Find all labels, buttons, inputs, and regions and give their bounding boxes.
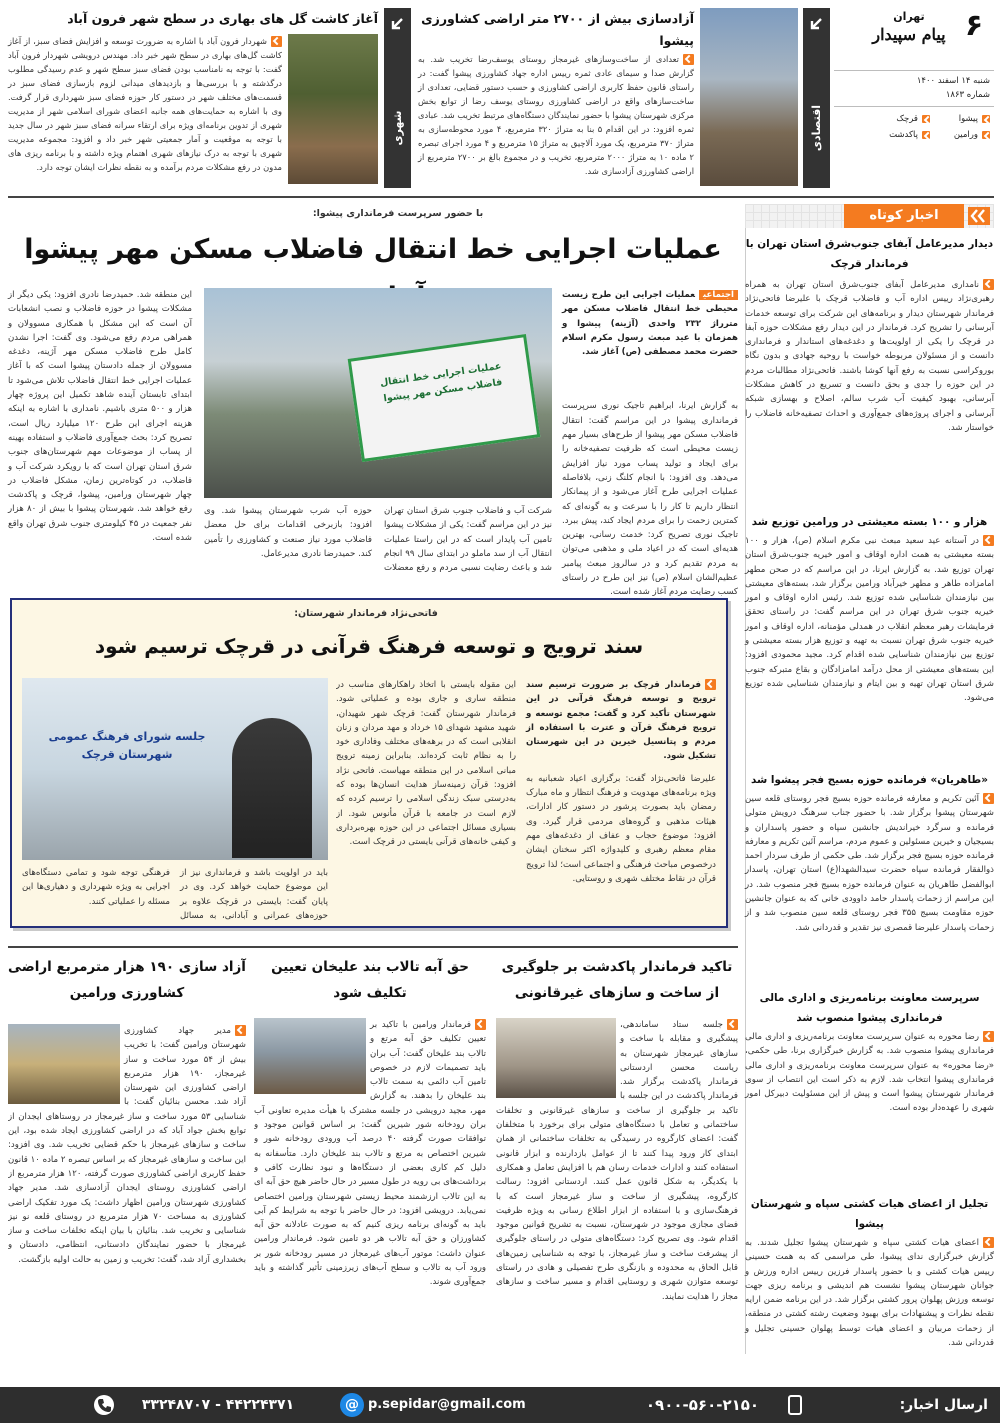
main-story-kicker: با حضور سرپرست فرمانداری پیشوا: [312, 208, 484, 219]
boxed-story-photo [22, 678, 328, 860]
bullet-icon [983, 793, 994, 804]
city-item: ورامین [935, 128, 990, 142]
city-list [870, 112, 990, 152]
issue-line: شماره ۱۸۶۳ [945, 90, 990, 100]
double-chevron-icon [968, 207, 990, 225]
page-number: ۶ [964, 8, 984, 43]
arrow-down-left-icon [390, 16, 404, 30]
brief-item [745, 770, 994, 935]
logo-main: پیام سپیدار [872, 25, 946, 44]
bullet-icon [983, 1031, 994, 1042]
masthead [834, 8, 994, 188]
footer-bar [0, 1387, 1000, 1423]
bottom-story [496, 954, 738, 1354]
section-tab-economic [803, 8, 830, 188]
footer-email[interactable]: p.sepidar@gmail.com [368, 1397, 526, 1412]
footer-label: ارسال اخبار: [899, 1397, 988, 1413]
main-story [8, 204, 738, 598]
brief-title: دیدار مدیرعامل آبفای جنوب‌شرق استان تهران با فرماندار قرچک [745, 238, 994, 270]
city-item: قرچک [875, 112, 930, 126]
logo [864, 10, 954, 68]
brief-body: نامداری مدیرعامل آبفای جنوب‌شرق استان تهران به همراه رهبری‌نژاد رییس اداره آب و فاضلاب قرچک با علیرضا فاتحی‌نژاد فرماندار شهرستان دیدار و برنامه‌های این شرکت برای توسعه خدمات آبرسانی را تشریح کرد. فرماندار در این دیدار رفع مشکلات حوزه آبفا در قرچک را یکی از اولویت‌ها و دغدغه‌های استاندار و فرمانداری دانست و از مسئولان مربوطه خواست با روحیه جهادی و بدون نگاه بوروکراسی نسبت به رفع آنها کوشا باشند. فاتحی‌نژاد مطالبات مردم در این حوزه را جدی و بحق دانست و تسریع در کاهش مشکلات آبرسانی، بهبود کیفیت آب شرب سالم، اصلاح و بهسازی شبکه آبرسانی و اجرای پروژه‌های جمع‌آوری و احداث تصفیه‌خانه فاضلاب را خواستار شد. [745, 280, 994, 433]
brief-body: در آستانه عید سعید مبعث نبی مکرم اسلام (ص)، هزار و ۱۰۰ بسته معیشتی به همت اداره اوقاف و امور خیریه جنوب‌شرق استان تهران توزیع شد. به گزارش ایرنا، در این مراسم که در صحن مطهر امامزاده طاهر و مطهر خیرآباد ورامین برگزار شد، بسته‌های معیشتی بین نیازمندان شناسایی شده توزیع شد. رئیس اداره اوقاف و امور خیریه جنوب شرق تهران در این مراسم گفت: در راستای تحقق فرمایشات رهبر معظم انقلاب در همدلی مؤمنانه، اداره اوقاف و امور خیریه جنوب شرق تهران نسبت به تهیه و توزیع هزار بسته معیشتی و توزیع بین نیازمندان شناسایی شده اقدام کرد. مجید محمودی افزود: این بسته‌های معیشتی از محل درآمد امامزادگان و بقاع متبرکه جنوب شرق استان تهران تهیه و بین ایتام و نیازمندان شناسایی شده توزیع می‌شود. [745, 536, 994, 704]
bullet-icon [983, 279, 994, 290]
bullet-icon [235, 1025, 246, 1036]
boxed-story-kicker: فاتحی‌نژاد فرماندار شهرستان: [294, 608, 438, 619]
bullet-icon [983, 1237, 994, 1248]
main-story-photo [204, 288, 552, 498]
arrow-down-left-icon [809, 16, 823, 30]
top-story-1-title: آزادسازی بیش از ۲۷۰۰ متر اراضی کشاورزی پیشوا [421, 11, 694, 48]
boxed-story [10, 598, 728, 928]
top-story-1-body: تعدادی از ساخت‌وسازهای غیرمجاز روستای یوسف‌رضا تخریب شد. به گزارش صدا و سیمای عادی ثمره رییس اداره جهاد کشاورزی پیشوا گفت: در راستای قانون حفظ کاربری اراضی کشاورزی و حسب دستور قضایی، تعدادی از ساخت‌سازهای واقع در اراضی کشاورزی روستای یوسف رضا از توابع بخش مرکزی شهرستان پیشوا با حضور نمایندگان دستگاه‌های مرتبط تخریب شد. عبادی ثمره افزود: در این اقدام ۵ بنا به متراژ ۳۲۰ مترمربع، ۴ مورد محوطه‌سازی به متراژ ۳۷۰ مترمربع، یک مورد آلاچیق به متراژ ۱۵ مترمربع و ۴ مورد اجرای تبصره ۲ ماده ۱۰ به متراژ ۲۰۰۰ مترمربع، تخریب و در مجموع بالغ بر ۲۷۰۰ مترمربع از اراضی کشاورزی آزادسازی شد. [417, 54, 694, 176]
brief-body: اعضای هیات کشتی سپاه و شهرستان پیشوا تجلیل شدند. به گزارش خبرگزاری ندای پیشوا، طی مراسمی که به همت حسینی رییس هیات کشتی و با حضور پاسدار فرزین رییس اداره ورزش و جوانان شهرستان پیشوا نشست هم اندیشی و برنامه ریزی جهت توسعه ورزش پهلوان پرور کشتی برگزار شد. در این برنامه ضمن ارایه نقطه نظرات و پیشنهادات برای بهبود وضعیت رشته کشتی در منطقه، از زحمات مربیان و اعضای هیات توسط پهلوان حسینی تجلیل و قدردانی شد. [745, 1238, 994, 1349]
brief-title: تجلیل از اعضای هیات کشتی سپاه و شهرستان پیشوا [750, 1198, 989, 1230]
brief-title: «طاهریان» فرمانده حوزه بسیج فجر پیشوا شد [751, 774, 988, 786]
email-icon: @ [340, 1393, 364, 1417]
boxed-story-col-middle: این مقوله بایستی با اتخاذ راهکارهای مناسب در منطقه ساری و جاری بوده و عملیاتی شود. فرماندار شهرستان گفت: قرچک شهر شهیدان، شهید مشهد شهدای ۱۵ خرداد و مهد مردان و زنان انقلابی است که در برهه‌های مختلف وفاداری خود را به نظام ثابت کرده‌اند. بنابراین زمینه ترویج مبانی اسلامی در این منطقه مهیاست. فاتحی نژاد افزود: قرآن زمینه‌ساز هدایت انسان‌ها بوده که به‌درستی سبک زندگی اسلامی را ترسیم کرده که لازم است در جامعه با قرآن مأنوس شود. از بسیاری مسائل اجتماعی در این حوزه بهره‌برداری و کیفی خانه‌های قرآنی بایستی در قرچک است. [336, 680, 516, 848]
bullet-icon [683, 54, 694, 65]
brief-item [745, 988, 994, 1116]
brief-item [745, 512, 994, 706]
section-label-urban: شهری [391, 110, 404, 146]
section-tag: اجتماعی [699, 290, 738, 300]
top-story-1-photo [700, 8, 798, 186]
city-item: پیشوا [935, 112, 990, 126]
bottom-story-title: آزاد سازی ۱۹۰ هزار مترمربع اراضی کشاورزی ورامین [8, 959, 246, 1001]
main-story-title: عملیات اجرایی خط انتقال فاضلاب مسکن مهر پیشوا [24, 234, 722, 265]
main-story-col-middle: شرکت آب و فاضلاب جنوب شرق استان تهران نیز در این مراسم گفت: یکی از مشکلات پیشوا تامین آب پایدار است که در این راستا عملیات انتقال آب از سد ماملو در ابتدای سال ۹۹ انجام شد و باعث رضایت نسبی مردم و رفع معضلات حوزه آب شرب شهرستان پیشوا شد. وی افزود: بازبرخی اقدامات برای حل معضل فاضلاب مورد نیاز صنعت و کشاورزی را تأمین کند. حمیدرضا نادری مدیرعامل. [204, 506, 553, 574]
brief-item [745, 234, 994, 435]
date-line: شنبه ۱۴ اسفند ۱۴۰۰ [916, 76, 990, 86]
bottom-story [8, 954, 246, 1354]
top-story-2-body: شهردار فرون آباد با اشاره به ضرورت توسعه و افزایش فضای سبز، از آغاز کاشت گل‌های بهاری در سطح شهر خبر داد. مهندس درویشی شهردار فرون آباد گفت: با توجه به نامناسب بودن فضای سبز سطح شهر و عدم رسیدگی مطلوب درگذشته و با بررسی‌ها و بازدیدهای میدانی لزوم بازسازی فضای سبز در قسمت‌های مختلف شهر در دستور کار حوزه فضای سبز شهرداری قرار گرفت. وی با اشاره به حمایت‌های همه جانبه اعضای شورای اسلامی شهر از مدیریت شهری از تدوین برنامه‌ای ویژه برای ارتقاء سرانه فضای سبز شهر در سال جدید با توجه به موقعیت و آمار جمعیتی شهر خبر داد و افزود: مجموعه مدیریت شهری با توجه به درک نیازهای شهری اهتمام ویژه داشته و با برنامه ریزی های مدون در رفع مشکلات مردم برآمده و به نقطه نظرات ایشان توجه دارد. [8, 36, 282, 172]
main-story-col-right: به گزارش ایرنا، ابراهیم تاجیک نوری سرپرست فرمانداری پیشوا در این مراسم گفت: انتقال فاضلاب مسکن مهر پیشوا از طرح‌های بسیار مهم زیست محیطی است که ظرفیت تصفیه‌خانه را برای ایجاد و تولید پساب مورد نیاز افزایش می‌دهد. وی افزود: با انجام کلنگ زنی، بلافاصله عملیات اجرایی طرح آغاز می‌شود و از پیمانکار انتظار داریم تا کار را با سرعت و به گونه‌ای که کمترین زحمت را برای مردم ایجاد کند، پیش ببرد. تاجیک نوری تصریح کرد: خدمت رسانی، بهترین هدیه‌ای است که در اعیاد ملی و مذهبی می‌توان به مردم تقدیم کرد و در سالروز مبعث پیامبر عظیم‌الشان اسلام (ص) نیز این طرح در راستای کسب رضایت مردم آغاز شده است. [562, 401, 738, 598]
boxed-story-lead: فرماندار قرچک بر ضرورت ترسیم سند ترویج و توسعه فرهنگ قرآنی در این شهرستان تأکید کرد و گفت: مجمع توسعه و ترویج فرهنگ قرآن و عترت با استفاده از مردم و پتانسیل خیرین در این شهرستان تشکیل شود. [526, 680, 716, 762]
news-brief-header [745, 204, 994, 228]
logo-top: تهران [893, 10, 925, 23]
bullet-icon [271, 36, 282, 47]
section-label-economic: اقتصادی [810, 104, 823, 152]
top-story-2-photo [288, 34, 378, 184]
bullet-icon [727, 1019, 738, 1030]
top-story-2 [8, 8, 378, 190]
bottom-story-title: تاکید فرماندار پاکدشت بر جلوگیری از ساخت و سازهای غیرقانونی [501, 959, 733, 1001]
brief-item [745, 1194, 994, 1350]
photo-banner: عملیات اجرایی خط انتقال فاضلاب مسکن مهر پیشوا [348, 334, 541, 462]
phone-icon [94, 1395, 114, 1415]
boxed-story-col-left: باید در اولویت باشد و فرمانداری نیز از این موضوع حمایت خواهد کرد. وی در پایان گفت: بایستی در قرچک علاوه بر حوزه‌های عمرانی و آبادانی، به مسائل فرهنگی توجه شود و تمامی دستگاه‌های اجرایی به ویژه شهرداری و دهیاری‌ها این مسئله را عملیاتی کنند. [22, 868, 328, 921]
bottom-story [254, 954, 486, 1354]
brief-title: هزار و ۱۰۰ بسته معیشتی در ورامین توزیع شد [751, 516, 988, 528]
bottom-story-title: حق آبه تالاب بند علیخان تعیین تکلیف شود [271, 959, 469, 1001]
top-story-1 [418, 8, 694, 190]
section-tab-urban [384, 8, 411, 188]
brief-title: سرپرست معاونت برنامه‌ریزی و اداری مالی فرمانداری پیشوا منصوب شد [759, 992, 980, 1024]
bullet-icon [475, 1019, 486, 1030]
bottom-story-body: جلسه ستاد ساماندهی، پیشگیری و مقابله با ساخت و سازهای غیرمجاز شهرستان به ریاست محسن اردستانی فرماندار پاکدشت برگزار شد. فرماندار پاکدشت در این جلسه با تاکید بر جلوگیری از ساخت و سازهای غیرقانونی و تخلفات ساختمانی و تعامل با دستگاه‌های متولی برای برخورد با متخلفان گفت: اعضای کارگروه در رسیدگی به تخلفات ساختمانی از همان ابتدای کار ورود پیدا کنند تا از عوامل بازدارنده و ابزار قانونی استفاده کنند و ادارات خدمات رسان هم با افزایش تعامل و همکاری با یکدیگر، به شکل قانون عمل کنند. اردستانی افزود: رسالت کارگروه، پیشگیری از ساخت و ساز غیرمجاز است که با فرهنگ‌سازی و با استفاده از ابزار اطلاع رسانی به ویژه ظرفیت فضای مجازی موجود در شهرستان، نسبت به تشریح قوانین موجود اقدام شود. وی تصریح کرد: دستگاه‌های متولی در راستای جلوگیری از پیشرفت ساخت و ساز غیرمجاز، با توجه به شناسایی زمین‌های قابل الحاق به محدوده و بازنگری طرح تفصیلی و هادی در راستای توسعه متوازن شهری و روستایی اقدام و مسیر ساخت و سازهای مجاز را هدایت نمایند. [496, 1020, 738, 1302]
footer-phones[interactable]: ۳۳۲۴۸۷۰۷ - ۴۴۲۲۴۳۷۱ [141, 1397, 295, 1413]
brief-body: آئین تکریم و معارفه فرمانده حوزه بسیج فجر روستای قلعه سین شهرستان پیشوا برگزار شد. با حضور جناب سرهنگ درویش متولی فرمانده و سرگرد خیراندیش جانشین سپاه و حضور پاسداران و بسیجیان و خیرین مسئولین و عموم مردم، مراسم آئین تکریم و معارفه فرمانده حوزه بسیج فجر برگزار شد. طی حکمی از طرف سردار احمد ذوالفقار فرمانده سپاه حضرت سیدالشهدا(ع) استان تهران، پاسدار ابوالفضل طاهریان به عنوان فرمانده حوزه بسیج فجر منصوب شد. در این مراسم از زحمات پاسدار حامد داوودی خانی که به عنوان جانشین حوزه مقاومت بسیج ۳۵۵ فجر روستای قلعه سین منصوب شد و از زحمات پاسدار علیرضا قمصری نیز تقدیر و قدردانی شد. [745, 794, 994, 933]
top-story-2-title: آغاز کاشت گل های بهاری در سطح شهر فرون آباد [67, 11, 378, 26]
main-story-col-left: این منطقه شد. حمیدرضا نادری افزود: یکی دیگر از مشکلات پیشوا در حوزه فاضلاب و نصب انشعابات آن است که این مشکل با همکاری مسوولان و همراهی مردم رفع می‌شود. وی گفت: اجرا نشدن کامل طرح فاضلاب مسکن مهر آژینه، دغدغه مسوولان از جمله دادستان پیشوا است که با آغاز عملیات اجرایی خط انتقال فاضلاب تلاش می‌شود تا ابتدای تابستان آینده شاهد تکمیل این پروژه چهار هزار و ۵۰۰ متری باشیم. نامداری با اشاره به اینکه هزینه اجرای این طرح ۱۲۰ میلیارد ریال است، تصریح کرد: بحث جمع‌آوری فاضلاب و استفاده بهینه از پساب از موضوعات مهم شهرستان‌های جنوب شرق استان تهران است که با رویکرد شرکت آب و فاضلاب، در کوتاه‌ترین زمان، مشکل فاضلاب در چهار شهرستان ورامین، پیشوا، قرچک و پاکدشت رفع خواهد شد. شهرستان پیشوا با بیش از ۸۰ هزار نفر جمعیت در ۴۵ کیلومتری جنوب شرق تهران واقع شده است. [8, 290, 193, 544]
bottom-story-body: مدیر جهاد کشاورزی شهرستان ورامین گفت: با تخریب بیش از ۵۴ مورد ساخت و ساز غیرمجاز، ۱۹۰ هزار مترمربع اراضی کشاورزی این شهرستان آزاد شد. محسن بنائیان گفت: با شناسایی ۵۳ مورد ساخت و ساز غیرمجاز در روستاهای ایجدان از توابع بخش جواد آباد که در اراضی کشاورزی ایجاد شده بود، این ساخت و سازهای غیرمجاز با حکم قضایی تخریب شد. وی افزود: این ساخت و سازهای غیرمجاز که بر اساس تبصره ۲ ماده ۱۰ قانون حفظ کاربری اراضی کشاورزی صورت گرفته، ۱۲۰ هزار مترمربع از اراضی کشاورزی روستای ایجدان آزادسازی شد. مدیر جهاد کشاورزی شهرستان ورامین اظهار داشت: یک مورد تفکیک اراضی کشاورزی به مساحت ۷۰ هزار مترمربع در روستای قلعه نو نیز شناسایی و تخریب شد. بنائیان با بیان اینکه تخلفات ساخت و ساز غیرمجاز با حضور نمایندگان دادستانی، انتظامی، دادستان و بخشداری آزاد شد، گفت: تخریب و زمین به حالت اولیه بازگشت. [8, 1026, 246, 1265]
news-brief-title: اخبار کوتاه [844, 204, 964, 228]
bullet-icon [983, 535, 994, 546]
bullet-icon [705, 679, 716, 690]
brief-body: رضا محوره به عنوان سرپرست معاونت برنامه‌ریزی و اداری مالی فرمانداری پیشوا منصوب شد. به گزارش خبرگزاری برنا، طی حکمی، «رضا محوره» به عنوان سرپرست معاونت برنامه‌ریزی و اداری مالی فرمانداری پیشوا انتخاب شد. لازم به ذکر است این انتصاب از سوی فرماندار شهرستان پیشوا است و پیش از این مسئولیت دبیرکل امور شهری را عهده‌دار بوده است. [745, 1032, 994, 1114]
footer-mobile[interactable]: ۰۹۰۰-۵۶۰-۲۱۵۰ [645, 1396, 760, 1414]
mobile-phone-icon [788, 1395, 802, 1415]
boxed-story-title: سند ترویج و توسعه فرهنگ قرآنی در قرچک ترسیم شود [94, 634, 644, 658]
bottom-story-body: فرماندار ورامین با تاکید بر تعیین تکلیف حق آبه مرتع و تالاب بند علیخان گفت: آب بران باید تصمیمات لازم در خصوص تامین آب دائمی به سمت تالاب بند علیخان را بدهند. به گزارش مهر، مجید درویشی در جلسه مشترک با هیأت مدیره تعاونی آب بران رودخانه شور شیرین گفت: بر اساس قوانین موجود و توافقات صورت گرفته ۴۰ درصد آب ورودی رودخانه شور و شیرین اختصاص به مرتع و تالاب بند علیخان دارد. متأسفانه به دلیل کم کاری بعضی از دستگاه‌ها و نبود نظارت کافی و برداشت‌های بی رویه در طول مسیر در حال حاضر هیچ حق آبه ای به این تالاب ارزشمند محیط زیستی شهرستان ورامین اختصاص نمی‌یابد. درویشی افزود: در حال حاضر با توجه به شرایط کم آبی باید به گونه‌ای برنامه ریزی کنیم که به صورت عادلانه حق آبه کشاورزان و حق آبه تالاب هر دو تامین شود. فرماندار ورامین عنوان داشت: موتور آب‌های غیرمجاز در مسیر رودخانه شور بر ورود آب به تالاب و سطح آب‌های زیرزمینی تأثیر گذاشته و باید جمع‌آوری شوند. [254, 1020, 486, 1288]
photo-banner: جلسه شورای فرهنگ عمومی شهرستان قرچک [48, 730, 206, 761]
speaker-figure [232, 718, 312, 858]
main-story-lead: عملیات اجرایی این طرح زیست محیطی خط انتقال فاضلاب مسکن مهر مترراژ ۲۳۲ واحدی (آژینه) پیشوا و همزمان با عید مبعث رسول مکرم اسلام حضرت محمد مصطفی (ص) آغاز شد. [562, 290, 738, 358]
boxed-story-col-right: علیرضا فاتحی‌نژاد گفت: برگزاری اعیاد شعبانیه به ویژه برنامه‌های مهدویت و فرهنگ انتظار و ماه مبارک رمضان باید بصورت پرشور در دستور کار ادارات، هیئات مذهبی و گروه‌های مردمی قرار گیرد. وی افزود: موضوع حجاب و عفاف از دغدغه‌های مهم مقام معظم رهبری و کلیدواژه اکثر سخنان ایشان درخصوص مباحث فرهنگی و اجتماعی است؛ لذا ترویج قرآن در نقاط مختلف شهری و روستایی. [526, 773, 716, 884]
city-item: پاکدشت [875, 128, 930, 142]
news-brief-sidebar [745, 204, 994, 1354]
